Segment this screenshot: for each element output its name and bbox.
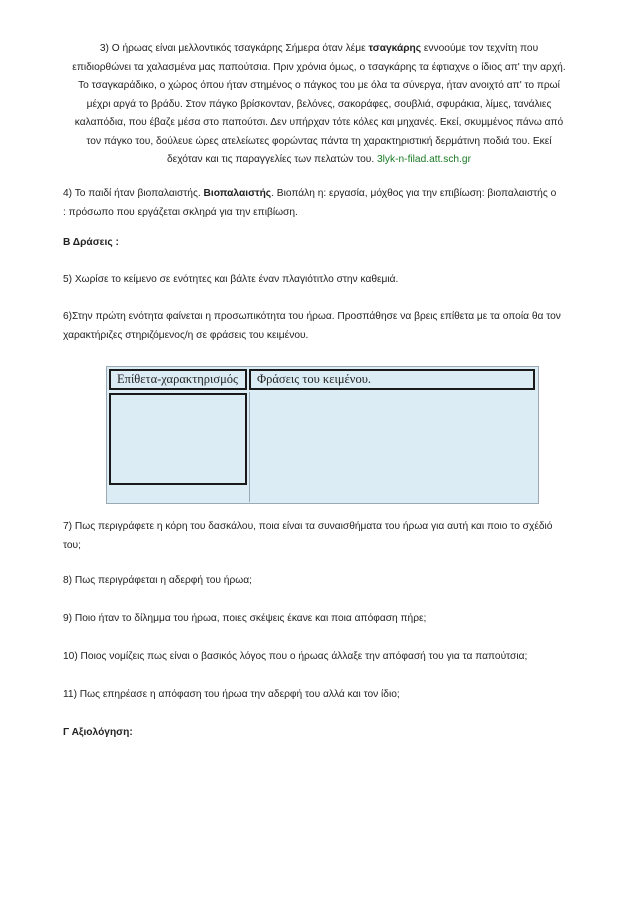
intro-line-2: επιδιορθώνει τα χαλασμένα μας παπούτσια. Πριν χρόνια όμως, ο τσαγκάρης τα έφτιαχνε ο ίδιος απ' την αρχή. [72,61,566,73]
section-c-heading: Γ Αξιολόγηση: [63,727,133,738]
question-6-line-2: χαρακτήριζες στηριζόμενος/η σε φράσεις του κειμένου. [63,329,309,341]
question-7 [63,518,583,555]
question-7-line-1: 7) Πως περιγράφετε η κόρη του δασκάλου, ποια είναι τα συναισθήματα του ήρωα για αυτή και ποιο το σχέδιό [63,521,553,532]
intro-line-1 [40,40,598,59]
intro-text: δεχόταν και τις παραγγελίες των πελατών του. [166,154,377,165]
intro-text: εννοούμε τον τεχνίτη που [421,43,539,54]
intro-line-7 [40,151,598,170]
intro-bold-term: τσαγκάρης [368,43,422,54]
intro-line-6: τον πάγκο του, δούλευε ώρες ατελείωτες φορώντας πάντα τη χαρακτηριστική δερμάτινη ποδιά του. Εκεί [86,135,552,147]
question-4-line-1 [63,185,583,204]
intro-line-3: Το τσαγκαράδικο, ο χώρος όπου ήταν στημένος ο πάγκος του με όλα τα σύνεργα, ήταν ανοιχτό απ' το πρωί [78,80,560,91]
intro-text: 3) Ο ήρωας είναι μελλοντικός τσαγκάρης Σήμερα όταν λέμε [99,43,369,54]
question-6-line-1: 6)Στην πρώτη ενότητα φαίνεται η προσωπικότητα του ήρωα. Προσπάθησε να βρεις επίθετα με τα οποία θα τον [63,311,561,322]
question-4 [63,185,583,222]
table-header-adjectives: Επίθετα-χαρακτηρισμός [109,369,247,390]
question-6 [63,308,583,345]
question-4-text: . Βιοπάλη η: εργασία, μόχθος για την επιβίωση: βιοπαλαιστής ο [271,188,557,199]
question-5: 5) Χωρίσε το κείμενο σε ενότητες και βάλτε έναν πλαγιότιτλο στην καθεμιά. [63,274,399,285]
section-b-heading: Β Δράσεις : [63,237,119,248]
question-4-line-2: : πρόσωπο που εργάζεται σκληρά για την επιβίωση. [63,206,298,218]
question-4-text: 4) Το παιδί ήταν βιοπαλαιστής. [63,188,204,199]
intro-line-5: καλαπόδια, που έβαζε μέσα στο παπούτσι. Δεν υπήρχαν τότε κόλες και μηχανές. Εκεί, σκυμμένος πάνω από [74,117,564,128]
source-link[interactable]: 3lyk-n-filad.att.sch.gr [377,154,471,165]
question-8: 8) Πως περιγράφεται η αδερφή του ήρωα; [63,575,252,586]
intro-paragraph [40,40,598,170]
adjectives-table [106,366,539,504]
question-9: 9) Ποιο ήταν το δίλημμα του ήρωα, ποιες σκέψεις έκανε και ποια απόφαση πήρε; [63,613,427,624]
question-11: 11) Πως επηρέασε η απόφαση του ήρωα την αδερφή του αλλά και τον ίδιο; [63,689,400,700]
question-7-line-2: του; [63,539,81,551]
question-10: 10) Ποιος νομίζεις πως είναι ο βασικός λόγος που ο ήρωας άλλαξε την απόφασή του για τα παπούτσια; [63,651,528,662]
table-header-phrases: Φράσεις του κειμένου. [249,369,535,390]
question-4-bold-term: Βιοπαλαιστής [203,188,272,199]
table-cell-adjectives[interactable] [109,393,247,485]
intro-line-4: μέχρι αργά το βράδυ. Στον πάγκο βρίσκονταν, βελόνες, σακοράφες, σουβλιά, σφυράκια, λίμες, τανάλιες [86,98,552,110]
table-divider [249,392,250,502]
